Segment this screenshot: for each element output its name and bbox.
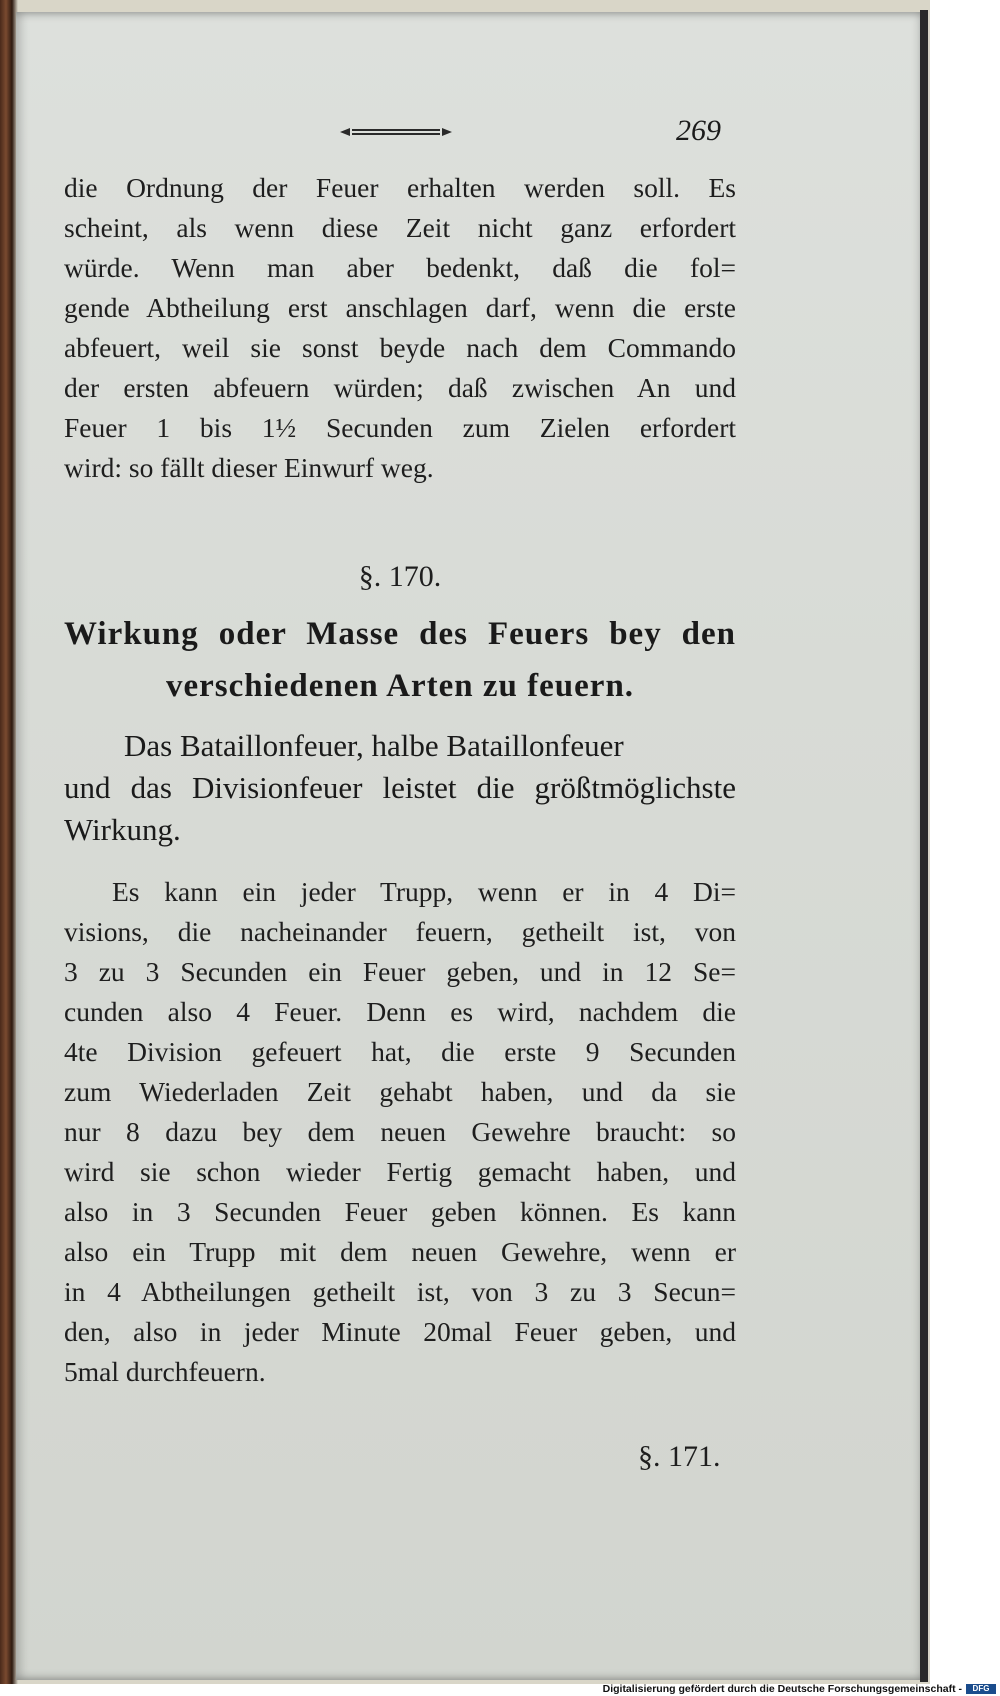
text-line: Es kann ein jeder Trupp, wenn er in 4 Di=	[112, 876, 736, 907]
text-line: Feuer 1 bis 1½ Secunden zum Zielen erfordert	[64, 412, 736, 443]
text-line: nur 8 dazu bey dem neuen Gewehre braucht: so	[64, 1116, 736, 1147]
text-line: 3 zu 3 Secunden ein Feuer geben, und in 12 Se=	[64, 956, 736, 987]
heading-line: verschiedenen Arten zu feuern.	[165, 668, 635, 704]
text-line: also ein Trupp mit dem neuen Gewehre, wenn er	[64, 1236, 736, 1267]
page-number: 269	[676, 114, 721, 147]
text-line: in 4 Abtheilungen getheilt ist, von 3 zu 3 Secun=	[64, 1276, 736, 1307]
text-line: zum Wiederladen Zeit gehabt haben, und da sie	[64, 1076, 736, 1107]
paragraph-1	[64, 168, 736, 488]
section-number: §. 170.	[358, 560, 442, 593]
text-line: wird: so fällt dieser Einwurf weg.	[64, 452, 434, 483]
text-line: die Ordnung der Feuer erhalten werden soll. Es	[64, 172, 736, 203]
text-line: gende Abtheilung erst anschlagen darf, wenn die erste	[64, 292, 736, 323]
thesis-statement	[64, 725, 736, 851]
text-line: würde. Wenn man aber bedenkt, daß die fol=	[64, 252, 736, 283]
ornament-rule	[338, 126, 454, 138]
text-line: also in 3 Secunden Feuer geben können. Es kann	[64, 1196, 736, 1227]
text-line: 4te Division gefeuert hat, die erste 9 Secunden	[64, 1036, 736, 1067]
page-right-edge	[920, 10, 928, 1682]
thesis-line: und das Divisionfeuer leistet die größtmöglichste	[64, 770, 736, 805]
dfg-logo: DFG	[966, 1684, 996, 1694]
section-heading	[64, 608, 736, 712]
thesis-line: Wirkung.	[64, 812, 181, 847]
text-line: 5mal durchfeuern.	[64, 1356, 266, 1387]
text-line: scheint, als wenn diese Zeit nicht ganz erfordert	[64, 212, 736, 243]
thesis-line: Das Bataillonfeuer, halbe Bataillonfeuer	[124, 728, 624, 763]
footer-credit: Digitalisierung gefördert durch die Deutsche Forschungsgemeinschaft -	[602, 1683, 962, 1695]
text-line: cunden also 4 Feuer. Denn es wird, nachdem die	[64, 996, 736, 1027]
text-line: wird sie schon wieder Fertig gemacht haben, und	[64, 1156, 736, 1187]
paragraph-2	[64, 872, 736, 1392]
text-line: visions, die nacheinander feuern, getheilt ist, von	[64, 916, 736, 947]
heading-line: Wirkung oder Masse des Feuers bey den	[64, 616, 736, 652]
text-line: den, also in jeder Minute 20mal Feuer geben, und	[64, 1316, 736, 1347]
text-line: der ersten abfeuern würden; daß zwischen An und	[64, 372, 736, 403]
catchword: §. 171.	[638, 1440, 721, 1473]
text-line: abfeuert, weil sie sonst beyde nach dem Commando	[64, 332, 736, 363]
